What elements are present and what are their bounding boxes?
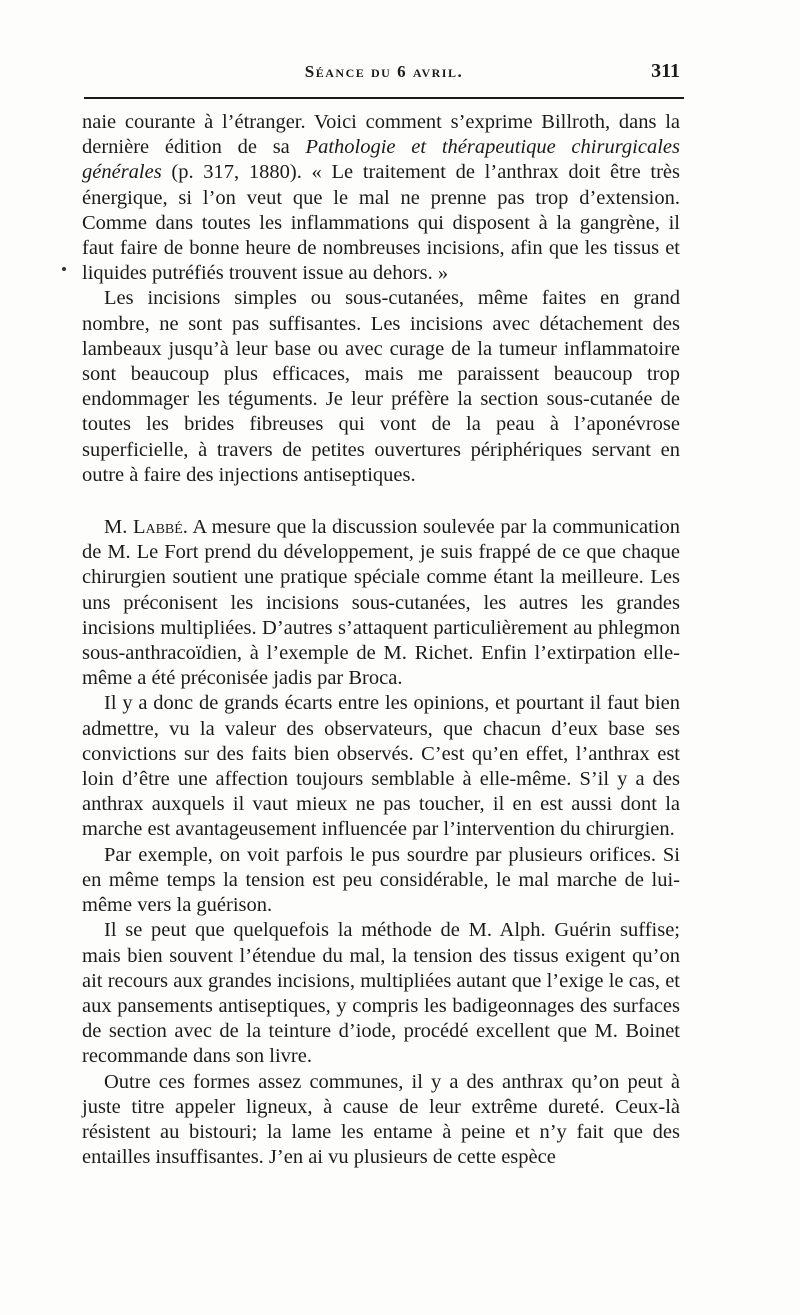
paragraph-3-text: A mesure que la discussion soulevée par la communication de M. Le Fort prend du développement, je suis frappé de ce que chaque chirurgien soutient une pratique spéciale comme étant la meilleure. Les uns préconisent les incisions sous-cutanées, les autres les grandes incisions multipliées. D’autres s’attaquent particulièrement au phlegmon sous-anthracoïdien, à l’exemple de M. Richet. Enfin l’extirpation elle-même a été préconisée jadis par Broca.: [82, 516, 680, 690]
paragraph-4: Il y a donc de grands écarts entre les opinions, et pourtant il faut bien admettre, vu la valeur des observateurs, que chacun d’eux base ses convictions sur des faits bien observés. C’est qu’en effet, l’anthrax est loin d’être une affection toujours semblable à elle-même. S’il y a des anthrax auxquels il vaut mieux ne pas toucher, il en est aussi dont la marche est avantageusement influencée par l’intervention du chirurgien.: [82, 692, 680, 841]
running-head: [84, 62, 684, 88]
body-text: [82, 110, 680, 1170]
paragraph-1-end: (p. 317, 1880). « Le traitement de l’anthrax doit être très énergique, si l’on veut que le mal ne prenne pas trop d’extension. Comme dans toutes les inflammations qui disposent à la gangrène, il faut faire de bonne heure de nombreuses incisions, afin que les tissus et liquides putréfiés trouvent issue au dehors. »: [82, 161, 680, 285]
paragraph-1-start: naie courante à l’étranger. Voici comment s’exprime Billroth, dans la dernière édition de sa: [82, 111, 680, 159]
paragraph-5: Par exemple, on voit parfois le pus sourdre par plusieurs orifices. Si en même temps la tension est peu considérable, le mal marche de lui-même vers la guérison.: [82, 843, 680, 917]
paragraph-6: Il se peut que quelquefois la méthode de M. Alph. Guérin suffise; mais bien souvent l’étendue du mal, la tension des tissus exigent qu’on ait recours aux grandes incisions, multipliées autant que l’exige le cas, et aux pansements antiseptiques, y compris les badigeonnages des surfaces de section avec de la teinture d’iode, procédé excellent que M. Boinet recommande dans son livre.: [82, 919, 680, 1068]
running-title: Séance du 6 avril.: [304, 62, 464, 81]
ink-speck: [62, 267, 66, 271]
header-rule: [84, 97, 684, 99]
paragraph-3: [82, 515, 680, 691]
book-title: Pathologie et thérapeutique chirurgicales générales: [82, 136, 680, 184]
page-number: 311: [651, 60, 680, 82]
paragraph-7: Outre ces formes assez communes, il y a des anthrax qu’on peut à juste titre appeler ligneux, à cause de leur extrême dureté. Ceux-là résistent au bistouri; la lame les entame à peine et n’y fait que des entailles insuffisantes. J’en ai vu plusieurs de cette espèce: [82, 1070, 680, 1169]
paragraph-1: [82, 110, 680, 286]
paragraph-2: Les incisions simples ou sous-cutanées, même faites en grand nombre, ne sont pas suffisantes. Les incisions avec détachement des lambeaux jusqu’à leur base ou avec curage de la tumeur inflammatoire sont beaucoup plus efficaces, mais me paraissent beaucoup trop endommager les téguments. Je leur préfère la section sous-cutanée de toutes les brides fibreuses qui vont de la peau à l’aponévrose superficielle, à travers de petites ouvertures périphériques servant en outre à faire des injections antiseptiques.: [82, 287, 680, 486]
speaker-name: M. Labbé.: [104, 516, 188, 539]
